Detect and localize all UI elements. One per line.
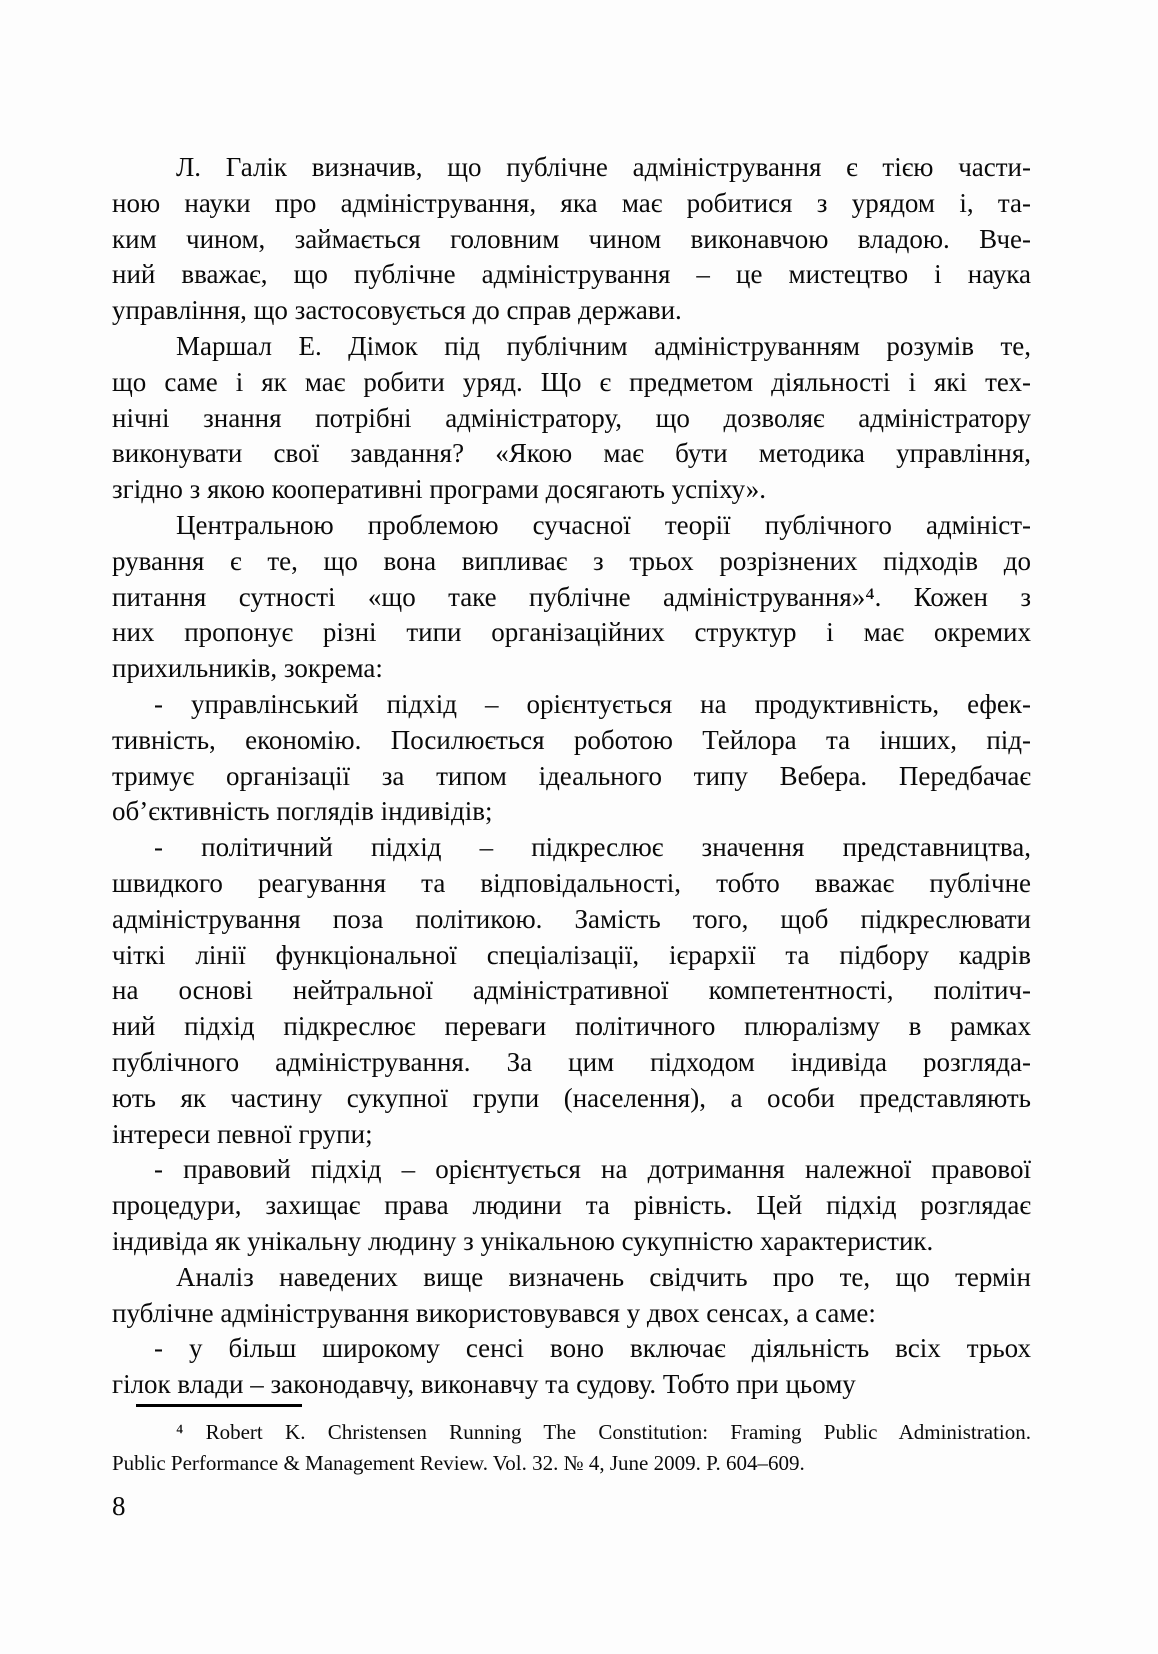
text-line: інтереси певної групи; [112, 1118, 373, 1149]
text-line: них пропонує різні типи організаційних структур і має окремих [112, 617, 1031, 648]
footnote-line: ⁴ Robert K. Christensen Running The Constitution: Framing Public Administration. [176, 1420, 1031, 1444]
text-line: публічне адміністрування використовувався у двох сенсах, а саме: [112, 1297, 876, 1328]
page-number: 8 [112, 1491, 126, 1521]
text-line: рування є те, що вона випливає з трьох розрізнених підходів до [112, 545, 1031, 576]
text-line: згідно з якою кооперативні програми досягають успіху». [112, 474, 767, 505]
text-line: тивність, економію. Посилюється роботою Тейлора та інших, під- [112, 724, 1031, 755]
text-line: публічного адміністрування. За цим підходом індивіда розгляда- [112, 1046, 1031, 1077]
paragraph [112, 830, 1031, 1152]
text-line: Л. Галік визначив, що публічне адміністрування є тією части- [176, 152, 1031, 182]
text-line: на основі нейтральної адміністративної компетентності, політич- [112, 975, 1031, 1006]
paragraph [112, 1152, 1031, 1259]
text-line: ною науки про адміністрування, яка має робитися з урядом і, та- [112, 187, 1031, 218]
footnote-separator [136, 1404, 302, 1407]
paragraph [112, 1331, 1031, 1403]
text-line: індивіда як унікальну людину з унікальною сукупністю характеристик. [112, 1225, 934, 1256]
text-line: - політичний підхід – підкреслює значення представництва, [154, 832, 1031, 863]
paragraph [112, 1260, 1031, 1332]
body-text [112, 150, 1031, 1403]
paragraph [112, 508, 1031, 687]
text-line: Аналіз наведених вище визначень свідчить про те, що термін [176, 1261, 1031, 1292]
text-line: - правовий підхід – орієнтується на дотримання належної правової [154, 1154, 1031, 1185]
text-line: нічні знання потрібні адміністратору, що дозволяє адміністратору [112, 402, 1031, 433]
text-line: - управлінський підхід – орієнтується на продуктивність, ефек- [154, 688, 1031, 719]
paragraph [112, 687, 1031, 830]
footnote [112, 1417, 1031, 1479]
text-line: - у більш широкому сенсі воно включає діяльність всіх трьох [154, 1333, 1031, 1364]
text-line: ний підхід підкреслює переваги політичного плюралізму в рамках [112, 1011, 1031, 1042]
text-line: чіткі лінії функціональної спеціалізації, ієрархії та підбору кадрів [112, 939, 1031, 970]
paragraph [112, 150, 1031, 329]
paragraph [112, 329, 1031, 508]
text-line: виконувати свої завдання? «Якою має бути методика управління, [112, 438, 1031, 469]
text-line: Центральною проблемою сучасної теорії публічного адмініст- [176, 509, 1031, 540]
text-line: швидкого реагування та відповідальності, тобто вважає публічне [112, 867, 1031, 898]
text-line: ким чином, займається головним чином виконавчою владою. Вче- [112, 223, 1031, 254]
footnote-line: Public Performance & Management Review. Vol. 32. № 4, June 2009. P. 604–609. [112, 1451, 805, 1475]
text-line: ють як частину сукупної групи (населення), а особи представляють [112, 1082, 1031, 1113]
text-line: Маршал Е. Дімок під публічним адмініструванням розумів те, [176, 330, 1031, 361]
text-line: гілок влади – законодавчу, виконавчу та судову. Тобто при цьому [112, 1369, 856, 1400]
text-line: процедури, захищає права людини та рівність. Цей підхід розглядає [112, 1190, 1031, 1221]
text-line: ний вважає, що публічне адміністрування – це мистецтво і наука [112, 259, 1031, 290]
text-line: адміністрування поза політикою. Замість того, щоб підкреслювати [112, 903, 1031, 934]
text-line: прихильників, зокрема: [112, 653, 383, 684]
text-line: управління, що застосовується до справ держави. [112, 295, 682, 326]
text-line: що саме і як має робити уряд. Що є предметом діяльності і які тех- [112, 366, 1031, 397]
text-line: об’єктивність поглядів індивідів; [112, 796, 493, 827]
text-line: питання сутності «що таке публічне адміністрування»⁴. Кожен з [112, 581, 1031, 612]
text-line: тримує організації за типом ідеального типу Вебера. Передбачає [112, 760, 1031, 791]
